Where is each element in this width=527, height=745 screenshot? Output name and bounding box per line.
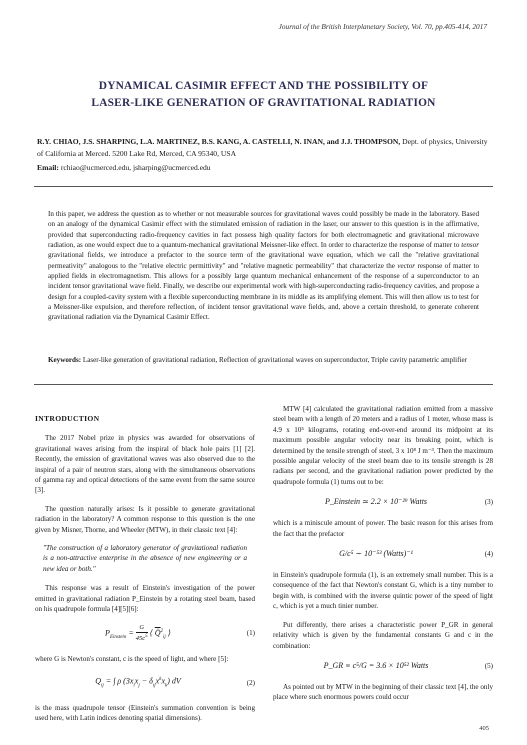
right-column [273, 404, 493, 711]
paragraph: The 2017 Nobel prize in physics was awarded for observations of gravitational waves arising from the inspiral of black hole pairs [1] [2]. Recently, the emission of gravitational waves was also observed due to the inspiral of a pair of neutron stars, along with the simultaneous observations of gamma ray and optical detections of the same event from the same source [3]. [35, 434, 255, 495]
equation-4-number: (4) [484, 549, 493, 558]
abstract-emphasis-vector: vector [397, 261, 416, 270]
left-column [35, 404, 255, 732]
keywords-list: Laser-like generation of gravitational radiation, Reflection of gravitational waves on superconductor, Triple cavity parametric amplifier [81, 356, 467, 364]
equation-3-number: (3) [484, 498, 493, 507]
abstract-emphasis-tensor: tensor [461, 241, 479, 250]
equation-5-number: (5) [484, 661, 493, 670]
equation-5 [273, 659, 493, 673]
section-heading-introduction: INTRODUCTION [35, 414, 100, 423]
equation-2-number: (2) [246, 678, 255, 687]
paragraph: which is a miniscule amount of power. The basic reason for this arises from the fact that the prefactor [273, 519, 493, 538]
paragraph: The question naturally arises: Is it possible to generate gravitational radiation in the laboratory? A common response to this question is the one given by Misner, Thorne, and Wheeler (MTW), in their classic text [4]: [35, 504, 255, 534]
authors-block [37, 136, 492, 161]
equation-5-formula: P_GR ≡ c⁵/G = 3.6 × 10⁵² Watts [323, 660, 429, 670]
email-addresses[interactable]: rchiao@ucmerced.edu, jsharping@ucmerced.edu [58, 163, 211, 172]
equation-2 [35, 672, 255, 694]
equation-1-formula: $P_{Einstein}$ = $\frac{G}{45c^5}$ ⟨ Q̈$^2_{ij}$ ⟩ [105, 623, 171, 642]
divider-bottom [34, 384, 493, 385]
equation-3 [273, 495, 493, 509]
paragraph: is the mass quadrupole tensor (Einstein's summation convention is being used here, with Latin indices denoting spatial dimensions). [35, 703, 255, 723]
equation-4-formula: G/c⁵ ∼ 10⁻⁵³ (Watts)⁻¹ [339, 548, 413, 558]
paragraph: As pointed out by MTW in the beginning of their classic text [4], the only place where such enormous powers could occur [273, 682, 493, 702]
author-affiliation: Dept. of physics, University of California at Merced. 5200 Lake Rd, Merced, CA 95340, USA [37, 137, 488, 159]
equation-2-formula: $Q_{ij}$ = ∫ ρ $(3x_ix_j - \delta_{ij}x^kx_k)$ dV [95, 676, 181, 688]
abstract-text-c: response of matter to applied fields in electromagnetism. This allows for a possibly large quantum mechanical enhancement of the response of a superconductor to an incident tensor gravitational wave field. Finally, we describe our experimental work with high-superconducting radio-frequency cavities, and propose a design for a coupled-cavity system with a flexible superconducting membrane in its middle as its amplifying element. This will then allow us to test for a Meissner-like expulsion, and therefore reflection, of incident tensor gravitational wave fields, and, above a certain threshold, to generate coherent gravitational radiation via the Dynamical Casimir Effect. [48, 261, 479, 322]
equation-3-formula: P_Einstein ≃ 2.2 × 10⁻²⁹ Watts [324, 497, 428, 507]
author-names: R.Y. CHIAO, J.S. SHARPING, L.A. MARTINEZ, B.S. KANG, A. CASTELLI, N. INAN, and J.J. THOMPSON, [37, 137, 401, 146]
keywords-label: Keywords: [48, 356, 82, 364]
paragraph: in Einstein's quadrupole formula (1), is an extremely small number. This is a consequence of the fact that Newton's constant G, which is a tiny number to begin with, is combined with the inverse quintic power of the speed of light c, which is yet a much tinier number. [273, 571, 493, 611]
paper-title-line-2: LASER-LIKE GENERATION OF GRAVITATIONAL RADIATION [91, 97, 436, 109]
abstract [48, 209, 479, 323]
paper-title-line-1: DYNAMICAL CASIMIR EFFECT AND THE POSSIBILITY OF [98, 80, 429, 92]
paragraph: Put differently, there arises a characteristic power P_GR in general relativity which is given by the fundamental constants G and c in the combination: [273, 620, 493, 650]
page-number: 405 [479, 725, 489, 732]
abstract-text-b: gravitational fields, we introduce a prefactor to the source term of the gravitational wave equation, which we call the "relative gravitational permeativity" analogous to the "relative electric permittivity" and "relative magnetic permeability" that characterize the [48, 251, 479, 270]
block-quote: "The construction of a laboratory generator of gravitational radiation is a non-attractive enterprise in the absence of new engineering or a new idea or both." [43, 544, 247, 573]
abstract-text-a: In this paper, we address the question as to whether or not measurable sources for gravitational waves could possibly be made in the laboratory. Based on an analogy of the dynamical Casimir effect with the stimulated emission of radiation in the laser, our answer to this question is in the affirmative, provided that superconducting radio-frequency cavities in fact possess high quality factors for both electromagnetic and gravitational microwave radiation, as one would expect due to a quantum-mechanical gravitational Meissner-like effect. In order to characterize the response of matter to [48, 210, 479, 250]
journal-citation: Journal of the British Interplanetary Society, Vol. 70, pp.405-414, 2017 [278, 22, 487, 31]
paragraph: This response was a result of Einstein's investigation of the power emitted in gravitational radiation P_Einstein by a rotating steel beam, based on his quadrupole formula [4][5][6]: [35, 584, 255, 614]
email-line [37, 163, 211, 172]
equation-1 [35, 623, 255, 645]
paragraph: MTW [4] calculated the gravitational radiation emitted from a massive steel beam with a length of 20 meters and a radius of 1 meter, whose mass is 4.9 x 10⁵ kilograms, rotating end-over-end around its midpoint at its maximum possible angular velocity near its breaking point, which is determined by the tensile strength of steel, 3 x 10⁸ J m⁻³. Then the maximum possible angular velocity of the steel beam due to its tensile strength is 28 radians per second, and the gravitational radiation power predicted by the quadrupole formula (1) turns out to be: [273, 405, 493, 486]
equation-4 [273, 547, 493, 561]
paragraph: where G is Newton's constant, c is the speed of light, and where [5]: [35, 654, 229, 663]
keywords [48, 355, 479, 365]
divider-top [34, 186, 493, 187]
equation-1-number: (1) [246, 629, 255, 638]
email-label: Email: [37, 163, 59, 172]
